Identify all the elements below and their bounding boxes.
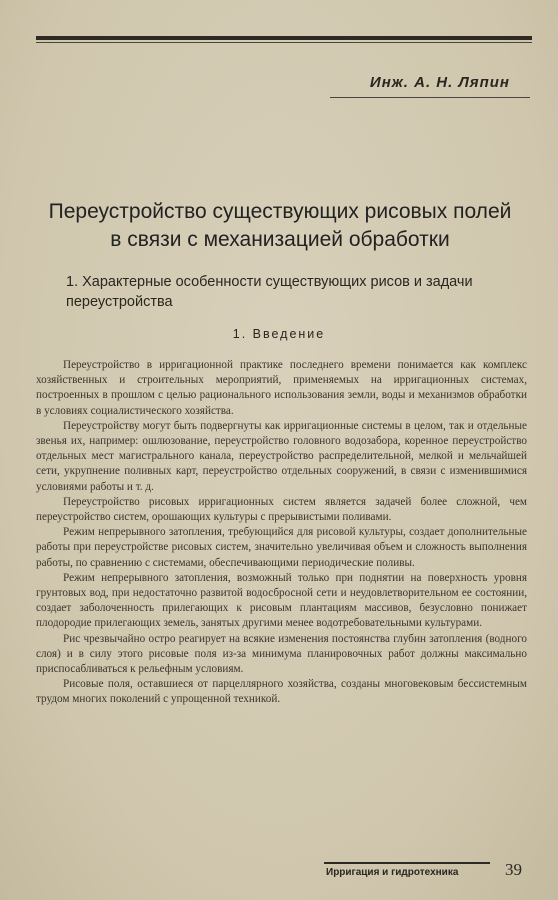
paragraph-3: Переустройство рисовых ирригационных систем является задачей более сложной, чем переустройство систем, орошающих культуры с прерывистыми поливами. bbox=[36, 495, 527, 524]
author-name: Инж. А. Н. Ляпин bbox=[369, 74, 510, 91]
journal-name: Ирригация и гидротехника bbox=[326, 867, 459, 878]
footer-rule bbox=[324, 862, 490, 864]
paragraph-4: Режим непрерывного затопления, требующийся для рисовой культуры, создает дополнительные работы при переустройстве рисовых систем, значительно увеличивая объем и сложность выполнения работы, по сравнению с системами, обеспечивающими периодические поливы. bbox=[36, 526, 527, 569]
paragraph-7: Рисовые поля, оставшиеся от парцеллярного хозяйства, созданы многовековым бессистемным трудом многих поколений с упрощенной техникой. bbox=[36, 678, 527, 706]
section-heading: 1. Характерные особенности существующих рисов и задачи переустройства bbox=[66, 274, 473, 310]
paragraph-6: Рис чрезвычайно остро реагирует на всякие изменения постоянства глубин затопления (водного слоя) и в силу этого рисовые поля из-за минимума планировочных работ должны максимально приспосабливаться к рельефным условиям. bbox=[36, 632, 527, 676]
title-line-1: Переустройство существующих рисовых полей bbox=[48, 200, 512, 223]
article-title bbox=[30, 198, 530, 254]
subsection-heading: 1. Введение bbox=[232, 327, 326, 341]
top-rule bbox=[36, 36, 532, 40]
top-rule-thin bbox=[36, 42, 532, 43]
page-number: 39 bbox=[505, 860, 522, 879]
article-body bbox=[36, 358, 527, 708]
paragraph-5: Режим непрерывного затопления, возможный только при поднятии на поверхность уровня грунтовых вод, при недостаточно развитой водосбросной сети и неудовлетворительном ее состоянии, создает заболоченность прилегающих к рисовым плантациям массивов, безусловно понижает плодородие прилегающих земель, занятых другими менее водотребовательными культурами. bbox=[36, 571, 527, 630]
paragraph-2: Переустройству могут быть подвергнуты как ирригационные системы в целом, так и отдельные звенья их, например: ошлюзование, переустройство головного водозабора, коренное переустройство отдельных мест магистрального канала, переустройство распределительной, мелкой и мельчайшей сети, укрупнение поливных карт, переустройство отдельных сооружений, в связи с изменившимися условиями работы и т. д. bbox=[36, 419, 527, 493]
author-rule bbox=[330, 97, 530, 98]
title-line-2: в связи с механизацией обработки bbox=[110, 228, 450, 251]
paragraph-1: Переустройство в ирригационной практике последнего времени понимается как комплекс хозяйственных и строительных мероприятий, применяемых на ирригационных системах, построенных в прошлом с целью рационального использования земли, воды и механизмов обработки в условиях социалистического хозяйства. bbox=[36, 359, 527, 417]
